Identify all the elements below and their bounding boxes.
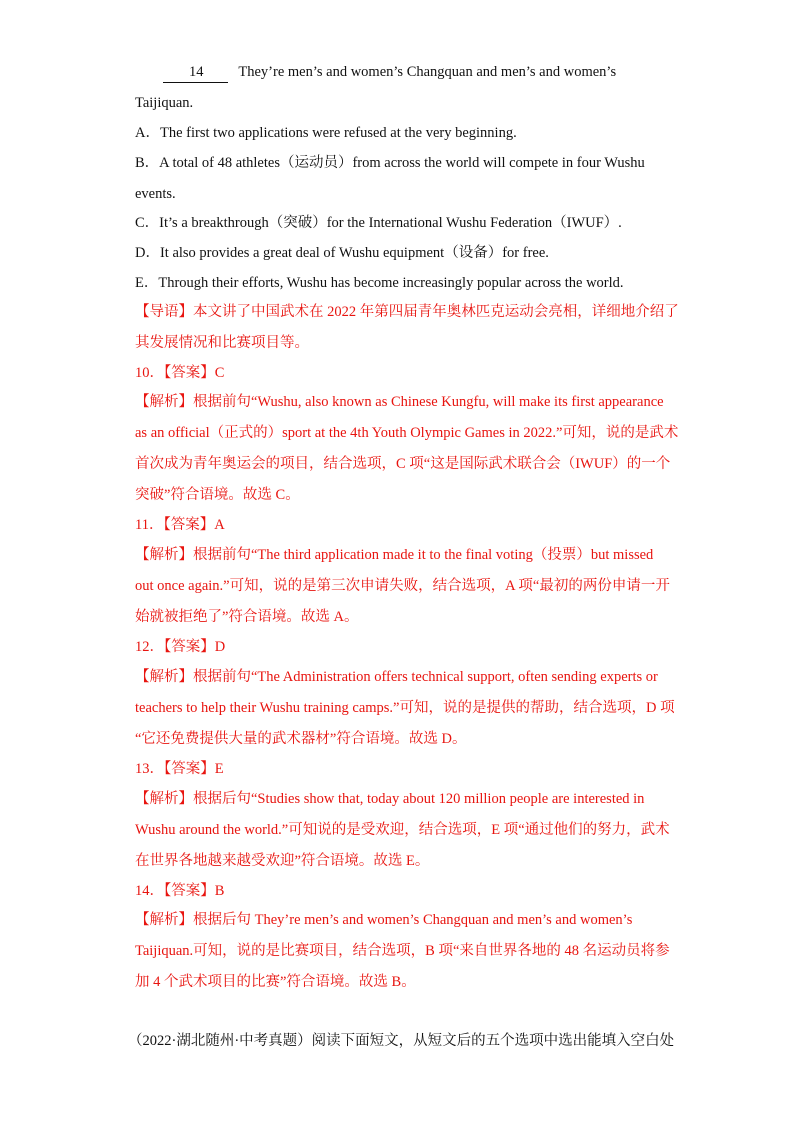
analysis-13-line-2: Wushu around the world.”可知说的是受欢迎，结合选项，E 项“通过他们的努力，武术 [135,822,670,838]
analysis-14-line-1: 【解析】根据后句 They’re men’s and women’s Changquan and men’s and women’s [135,912,633,928]
intro-line-2: 其发展情况和比赛项目等。 [135,335,309,351]
question-14-line-1 [163,62,703,83]
answer-11: 11．【答案】A [135,517,225,533]
answer-13: 13．【答案】E [135,761,224,777]
analysis-12-line-3: “它还免费提供大量的武术器材”符合语境。故选 D。 [135,731,467,747]
answer-12: 12．【答案】D [135,639,226,655]
analysis-11-line-1: 【解析】根据前句“The third application made it to the final voting（投票）but missed [135,547,654,563]
analysis-12-line-1: 【解析】根据前句“The Administration offers technical support, often sending experts or [135,669,658,685]
analysis-10-line-2: as an official（正式的）sport at the 4th Youth Olympic Games in 2022.”可知，说的是武术 [135,425,679,441]
next-section-heading: （2022·湖北随州·中考真题）阅读下面短文，从短文后的五个选项中选出能填入空白处 [128,1033,675,1049]
answer-10: 10．【答案】C [135,365,225,381]
option-e: E．Through their efforts, Wushu has become increasingly popular across the world. [135,275,624,291]
analysis-14-line-2: Taijiquan.可知，说的是比赛项目，结合选项，B 项“来自世界各地的 48 名运动员将参 [135,943,670,959]
analysis-10-line-1: 【解析】根据前句“Wushu, also known as Chinese Kungfu, will make its first appearance [135,394,664,410]
option-b-line-1: B．A total of 48 athletes（运动员）from across the world will compete in four Wushu [135,155,645,171]
analysis-14-line-3: 加 4 个武术项目的比赛”符合语境。故选 B。 [135,974,416,990]
question-14-line-2: Taijiquan. [135,95,194,111]
answer-blank: 14 [163,62,228,83]
option-c: C．It’s a breakthrough（突破）for the International Wushu Federation（IWUF）. [135,215,622,231]
analysis-11-line-2: out once again.”可知，说的是第三次申请失败，结合选项，A 项“最初的两份申请一开 [135,578,670,594]
analysis-10-line-4: 突破”符合语境。故选 C。 [135,487,300,503]
analysis-12-line-2: teachers to help their Wushu training camps.”可知，说的是提供的帮助，结合选项，D 项 [135,700,675,716]
option-b-line-2: events. [135,186,176,202]
analysis-13-line-1: 【解析】根据后句“Studies show that, today about 120 million people are interested in [135,791,645,807]
option-d: D．It also provides a great deal of Wushu equipment（设备）for free. [135,245,549,261]
question-14-text: They’re men’s and women’s Changquan and men’s and women’s [238,64,617,80]
analysis-13-line-3: 在世界各地越来越受欢迎”符合语境。故选 E。 [135,853,430,869]
intro-line-1: 【导语】本文讲了中国武术在 2022 年第四届青年奥林匹克运动会亮相，详细地介绍了 [135,304,679,320]
analysis-10-line-3: 首次成为青年奥运会的项目，结合选项，C 项“这是国际武术联合会（IWUF）的一个 [135,456,671,472]
answer-14: 14．【答案】B [135,883,225,899]
option-a: A．The first two applications were refused at the very beginning. [135,125,517,141]
analysis-11-line-3: 始就被拒绝了”符合语境。故选 A。 [135,609,359,625]
